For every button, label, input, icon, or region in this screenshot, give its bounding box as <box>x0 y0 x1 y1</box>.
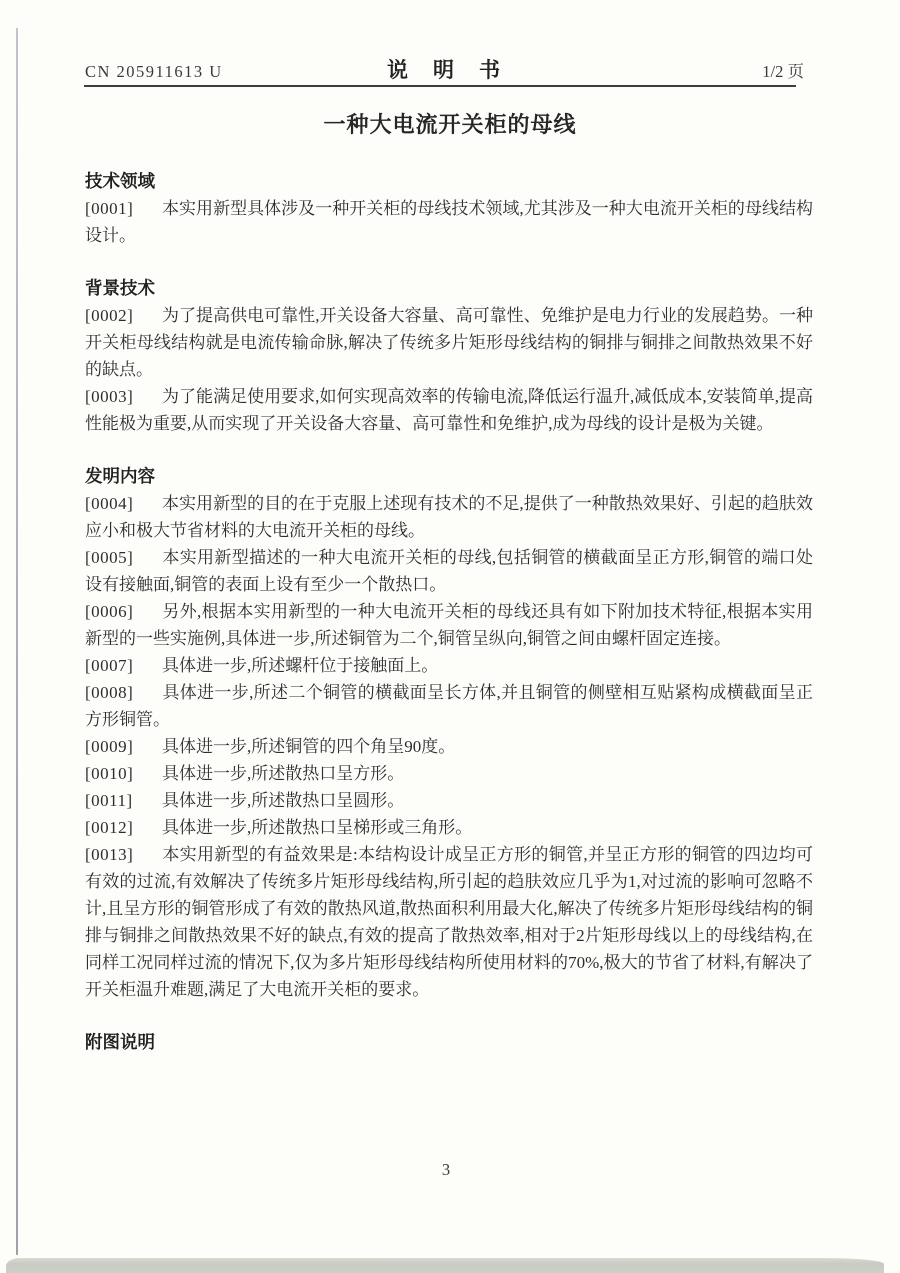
paragraph-number: [0013] <box>85 845 134 864</box>
document-number: CN 205911613 U <box>85 62 223 81</box>
paragraph-0008 <box>85 679 813 733</box>
paragraph-number: [0005] <box>85 548 134 567</box>
paragraph-0007 <box>85 652 813 679</box>
paragraph-number: [0010] <box>85 764 134 783</box>
paragraph-number: [0002] <box>85 306 134 325</box>
paragraph-text: 另外,根据本实用新型的一种大电流开关柜的母线还具有如下附加技术特征,根据本实用新型的一些实施例,具体进一步,所述铜管为二个,铜管呈纵向,铜管之间由螺杆固定连接。 <box>85 602 813 648</box>
paragraph-0004 <box>85 490 813 544</box>
page-indicator: 1/2 页 <box>762 62 804 81</box>
paragraph-text: 本实用新型的有益效果是:本结构设计成呈正方形的铜管,并呈正方形的铜管的四边均可有效的过流,有效解决了传统多片矩形母线结构,所引起的趋肤效应几乎为1,对过流的影响可忽略不计,且呈方形的铜管形成了有效的散热风道,散热面积利用最大化,解决了传统多片矩形母线结构的铜排与铜排之间散热效果不好的缺点,有效的提高了散热效率,相对于2片矩形母线以上的母线结构,在同样工况同样过流的情况下,仅为多片矩形母线结构所使用材料的70%,极大的节省了材料,有解决了开关柜温升难题,满足了大电流开关柜的要求。 <box>85 845 813 999</box>
paragraph-0001 <box>85 195 813 249</box>
invention-title: 一种大电流开关柜的母线 <box>323 112 577 137</box>
paragraph-0012 <box>85 814 813 841</box>
section-heading-technical-field: 技术领域 <box>85 171 155 191</box>
paragraph-text: 具体进一步,所述二个铜管的横截面呈长方体,并且铜管的侧壁相互贴紧构成横截面呈正方形铜管。 <box>85 683 813 729</box>
page-footer <box>0 1160 900 1180</box>
paragraph-text: 具体进一步,所述铜管的四个角呈90度。 <box>162 737 456 756</box>
paragraph-number: [0012] <box>85 818 134 837</box>
paragraph-text: 为了提高供电可靠性,开关设备大容量、高可靠性、免维护是电力行业的发展趋势。一种开关柜母线结构就是电流传输命脉,解决了传统多片矩形母线结构的铜排与铜排之间散热效果不好的缺点。 <box>85 306 813 379</box>
paragraph-text: 具体进一步,所述散热口呈梯形或三角形。 <box>162 818 473 837</box>
paragraph-number: [0009] <box>85 737 134 756</box>
paragraph-0003 <box>85 383 813 437</box>
paragraph-0005 <box>85 544 813 598</box>
page-number: 3 <box>441 1160 451 1179</box>
document-body <box>85 168 813 1056</box>
scan-edge-left <box>16 28 18 1255</box>
paragraph-0013 <box>85 841 813 1003</box>
paragraph-0009 <box>85 733 813 760</box>
paragraph-text: 本实用新型的目的在于克服上述现有技术的不足,提供了一种散热效果好、引起的趋肤效应小和极大节省材料的大电流开关柜的母线。 <box>85 494 813 540</box>
scan-edge-bottom <box>6 1258 884 1273</box>
header-divider <box>84 85 796 87</box>
paragraph-number: [0011] <box>85 791 133 810</box>
paragraph-0002 <box>85 302 813 383</box>
paragraph-number: [0007] <box>85 656 134 675</box>
paragraph-text: 为了能满足使用要求,如何实现高效率的传输电流,降低运行温升,减低成本,安装简单,提高性能极为重要,从而实现了开关设备大容量、高可靠性和免维护,成为母线的设计是极为关键。 <box>85 387 813 433</box>
document-type-label: 说 明 书 <box>387 59 502 82</box>
paragraph-0010 <box>85 760 813 787</box>
paragraph-number: [0004] <box>85 494 134 513</box>
paragraph-text: 本实用新型描述的一种大电流开关柜的母线,包括铜管的横截面呈正方形,铜管的端口处设有接触面,铜管的表面上设有至少一个散热口。 <box>85 548 813 594</box>
paragraph-number: [0003] <box>85 387 134 406</box>
paragraph-0011 <box>85 787 813 814</box>
paragraph-number: [0001] <box>85 199 134 218</box>
paragraph-0006 <box>85 598 813 652</box>
paragraph-text: 本实用新型具体涉及一种开关柜的母线技术领域,尤其涉及一种大电流开关柜的母线结构设计。 <box>85 199 813 245</box>
section-heading-brief-description-of-drawings: 附图说明 <box>85 1032 155 1052</box>
section-heading-summary-of-invention: 发明内容 <box>85 466 155 486</box>
section-heading-background-art: 背景技术 <box>85 278 155 298</box>
paragraph-text: 具体进一步,所述散热口呈圆形。 <box>162 791 405 810</box>
paragraph-number: [0008] <box>85 683 134 702</box>
paragraph-text: 具体进一步,所述散热口呈方形。 <box>162 764 405 783</box>
page-header <box>85 54 804 84</box>
paragraph-number: [0006] <box>85 602 134 621</box>
paragraph-text: 具体进一步,所述螺杆位于接触面上。 <box>162 656 439 675</box>
